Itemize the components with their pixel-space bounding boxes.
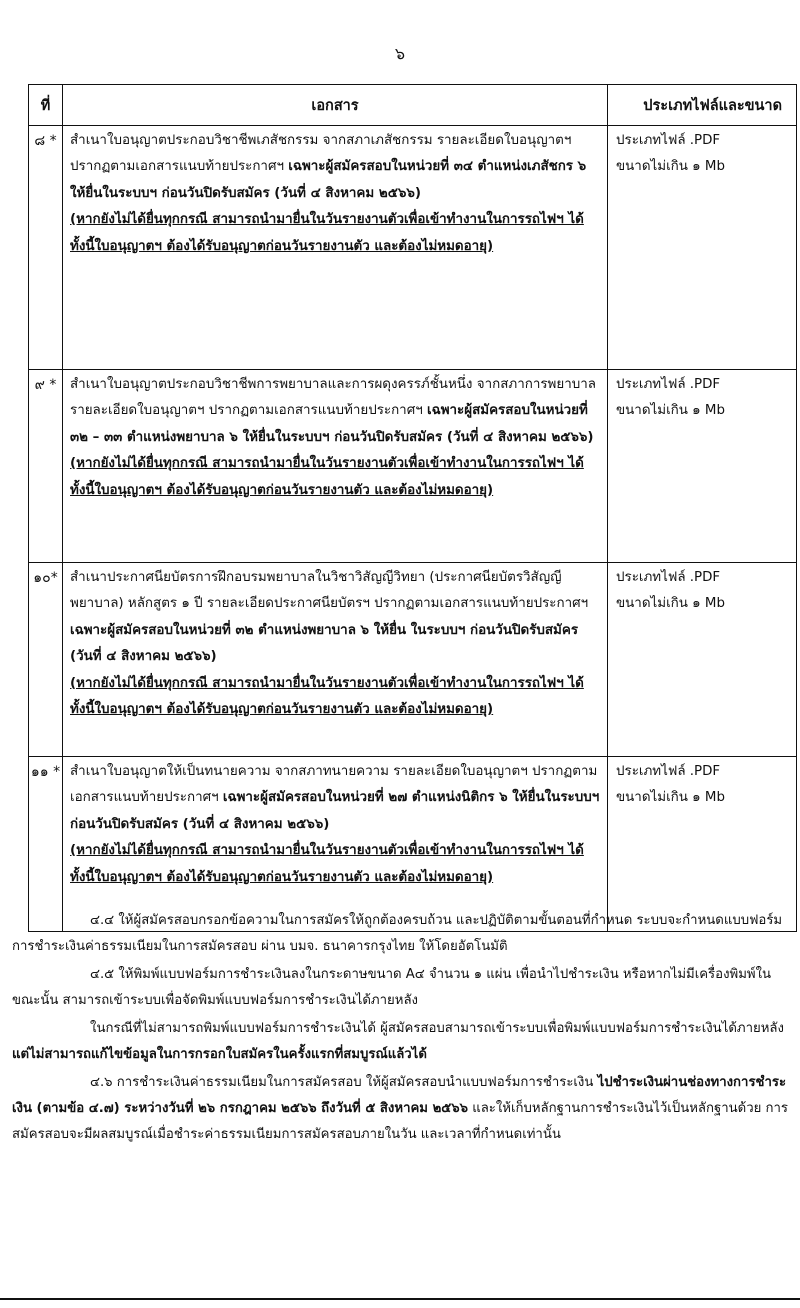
row-text: สำเนาใบอนุญาตประกอบวิชาชีพเภสัชกรรม จากสภาเภสัชกรรม รายละเอียดใบอนุญาตฯ ปรากฏตามเอกสารแนบท้ายประกาศฯ bbox=[70, 133, 572, 175]
header-no: ที่ bbox=[29, 85, 63, 126]
row-document bbox=[63, 126, 608, 370]
filetype-label: ประเภทไฟล์ .PDF bbox=[616, 764, 721, 779]
bottom-rule bbox=[0, 1298, 800, 1300]
row-bold-condition: เฉพาะผู้สมัครสอบในหน่วยที่ ๓๔ ตำแหน่งเภสัชกร ๖ ให้ยื่นในระบบฯ ก่อนวันปิดรับสมัคร (วันที่ ๔ สิงหาคม ๒๕๖๖) bbox=[70, 159, 587, 201]
row-filetype bbox=[608, 757, 797, 932]
row-number: ๙ * bbox=[29, 370, 63, 563]
paragraph-4-6-tail: และให้เก็บหลักฐานการชำระเงินไว้เป็นหลักฐานด้วย การสมัครสอบจะมีผลสมบูรณ์เมื่อชำระค่าธรรมเนียมการสมัครสอบภายในวัน และเวลาที่กำหนดเท่านั้น bbox=[12, 1101, 789, 1142]
filetype-label: ประเภทไฟล์ .PDF bbox=[616, 133, 721, 148]
page-number: ๖ bbox=[394, 44, 406, 63]
row-text: สำเนาใบอนุญาตให้เป็นทนายความ จากสภาทนายความ รายละเอียดใบอนุญาตฯ ปรากฏตามเอกสารแนบท้ายประกาศฯ bbox=[70, 764, 598, 806]
filesize-label: ขนาดไม่เกิน ๑ Mb bbox=[616, 403, 725, 419]
paragraph-4-6-bold: ไปชำระเงินผ่านช่องทางการชำระเงิน (ตามข้อ ๔.๗) ระหว่างวันที่ ๒๖ กรกฎาคม ๒๕๖๖ ถึงวันที่ ๕ สิงหาคม ๒๕๖๖ bbox=[12, 1075, 787, 1116]
paragraph-4-6 bbox=[12, 1070, 792, 1148]
paragraph-4-5-note-text: ในกรณีที่ไม่สามารถพิมพ์แบบฟอร์มการชำระเงินได้ ผู้สมัครสอบสามารถเข้าระบบเพื่อพิมพ์แบบฟอร์มการชำระเงินได้ภายหลัง bbox=[90, 1021, 784, 1036]
row-text: สำเนาใบอนุญาตประกอบวิชาชีพการพยาบาลและการผดุงครรภ์ชั้นหนึ่ง จากสภาการพยาบาล รายละเอียดใบอนุญาตฯ ปรากฏตามเอกสารแนบท้ายประกาศฯ bbox=[70, 377, 596, 419]
filesize-label: ขนาดไม่เกิน ๑ Mb bbox=[616, 159, 725, 175]
header-filetype: ประเภทไฟล์และขนาด bbox=[608, 85, 797, 126]
row-note: (หากยังไม่ได้ยื่นทุกกรณี สามารถนำมายื่นในวันรายงานตัวเพื่อเข้าทำงานในการรถไฟฯ ได้ ทั้งนี้ใบอนุญาตฯ ต้องได้รับอนุญาตก่อนวันรายงานตัว และต้องไม่หมดอายุ) bbox=[70, 212, 584, 254]
header-document: เอกสาร bbox=[63, 85, 608, 126]
table-row bbox=[29, 563, 797, 757]
row-number: ๑๐* bbox=[29, 563, 63, 757]
row-bold-condition: เฉพาะผู้สมัครสอบในหน่วยที่ ๓๒ – ๓๓ ตำแหน่งพยาบาล ๖ ให้ยื่นในระบบฯ ก่อนวันปิดรับสมัคร (วันที่ ๔ สิงหาคม ๒๕๖๖) bbox=[70, 403, 594, 445]
document-requirements-table bbox=[28, 84, 797, 932]
table-row bbox=[29, 757, 797, 932]
table-row bbox=[29, 126, 797, 370]
row-filetype bbox=[608, 563, 797, 757]
row-document bbox=[63, 370, 608, 563]
row-document bbox=[63, 757, 608, 932]
row-note: (หากยังไม่ได้ยื่นทุกกรณี สามารถนำมายื่นในวันรายงานตัวเพื่อเข้าทำงานในการรถไฟฯ ได้ ทั้งนี้ใบอนุญาตฯ ต้องได้รับอนุญาตก่อนวันรายงานตัว และต้องไม่หมดอายุ) bbox=[70, 456, 584, 498]
row-bold-condition: เฉพาะผู้สมัครสอบในหน่วยที่ ๒๗ ตำแหน่งนิติกร ๖ ให้ยื่นในระบบฯ ก่อนวันปิดรับสมัคร (วันที่ ๔ สิงหาคม ๒๕๖๖) bbox=[70, 790, 600, 832]
paragraph-4-5-note-bold: แต่ไม่สามารถแก้ไขข้อมูลในการกรอกใบสมัครในครั้งแรกที่สมบูรณ์แล้วได้ bbox=[12, 1047, 427, 1062]
paragraph-4-5: ๔.๕ ให้พิมพ์แบบฟอร์มการชำระเงินลงในกระดาษขนาด A๔ จำนวน ๑ แผ่น เพื่อนำไปชำระเงิน หรือหากไม่มีเครื่องพิมพ์ในขณะนั้น สามารถเข้าระบบเพื่อจัดพิมพ์แบบฟอร์มการชำระเงินได้ภายหลัง bbox=[12, 967, 772, 1008]
paragraph-4-5-note bbox=[12, 1016, 792, 1068]
row-bold-condition: เฉพาะผู้สมัครสอบในหน่วยที่ ๓๒ ตำแหน่งพยาบาล ๖ ให้ยื่น ในระบบฯ ก่อนวันปิดรับสมัคร (วันที่ ๔ สิงหาคม ๒๕๖๖) bbox=[70, 622, 579, 665]
table-row bbox=[29, 370, 797, 563]
row-note: (หากยังไม่ได้ยื่นทุกกรณี สามารถนำมายื่นในวันรายงานตัวเพื่อเข้าทำงานในการรถไฟฯ ได้ ทั้งนี้ใบอนุญาตฯ ต้องได้รับอนุญาตก่อนวันรายงานตัว และต้องไม่หมดอายุ) bbox=[70, 675, 584, 718]
table-header-row bbox=[29, 85, 797, 126]
row-document bbox=[63, 563, 608, 757]
row-number: ๘ * bbox=[29, 126, 63, 370]
row-number: ๑๑ * bbox=[29, 757, 63, 932]
row-filetype bbox=[608, 370, 797, 563]
row-filetype bbox=[608, 126, 797, 370]
paragraph-4-4: ๔.๔ ให้ผู้สมัครสอบกรอกข้อความในการสมัครให้ถูกต้องครบถ้วน และปฏิบัติตามขั้นตอนที่กำหนด ระบบจะกำหนดแบบฟอร์มการชำระเงินค่าธรรมเนียมในการสมัครสอบ ผ่าน บมจ. ธนาคารกรุงไทย ให้โดยอัตโนมัติ bbox=[12, 913, 783, 954]
filesize-label: ขนาดไม่เกิน ๑ Mb bbox=[616, 790, 725, 806]
filetype-label: ประเภทไฟล์ .PDF bbox=[616, 377, 721, 392]
paragraph-4-6-text: ๔.๖ การชำระเงินค่าธรรมเนียมในการสมัครสอบ ให้ผู้สมัครสอบนำแบบฟอร์มการชำระเงิน bbox=[90, 1075, 594, 1090]
filetype-label: ประเภทไฟล์ .PDF bbox=[616, 570, 721, 585]
filesize-label: ขนาดไม่เกิน ๑ Mb bbox=[616, 596, 725, 612]
row-text: สำเนาประกาศนียบัตรการฝึกอบรมพยาบาลในวิชาวิสัญญีวิทยา (ประกาศนียบัตรวิสัญญีพยาบาล) หลักสูตร ๑ ปี รายละเอียดประกาศนียบัตรฯ ปรากฏตามเอกสารแนบท้ายประกาศฯ bbox=[70, 570, 589, 612]
row-note: (หากยังไม่ได้ยื่นทุกกรณี สามารถนำมายื่นในวันรายงานตัวเพื่อเข้าทำงานในการรถไฟฯ ได้ ทั้งนี้ใบอนุญาตฯ ต้องได้รับอนุญาตก่อนวันรายงานตัว และต้องไม่หมดอายุ) bbox=[70, 843, 584, 885]
